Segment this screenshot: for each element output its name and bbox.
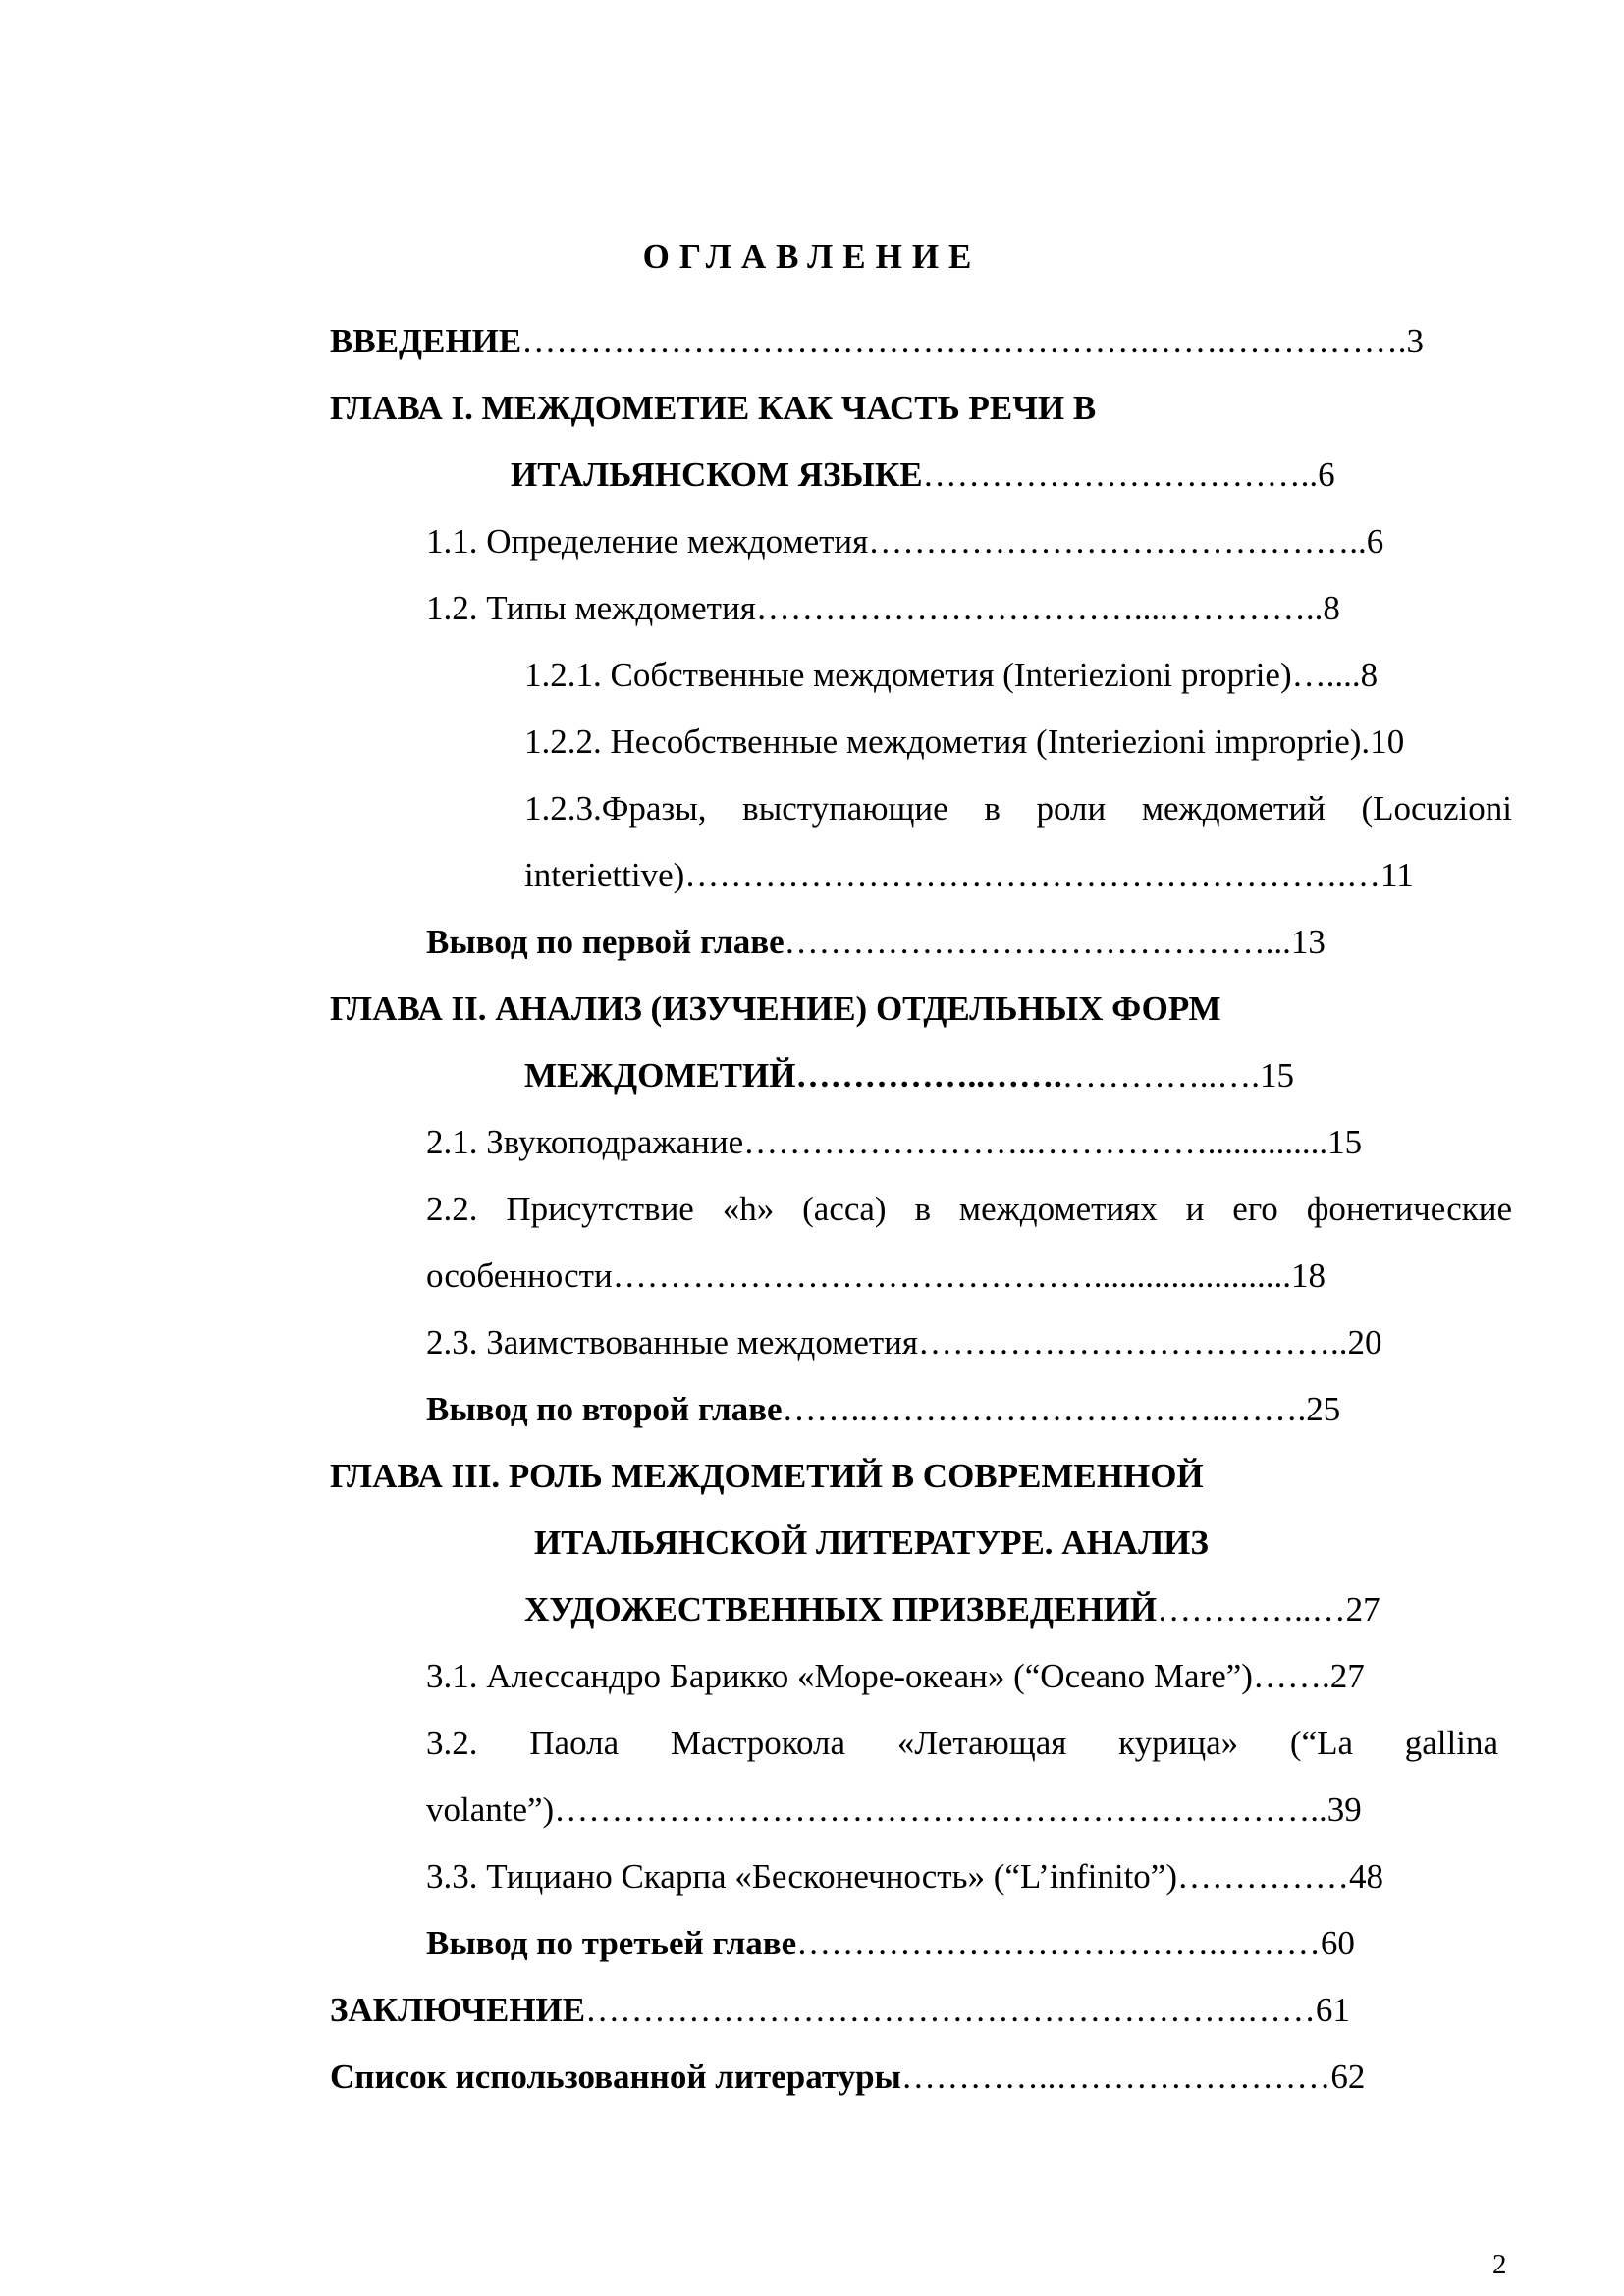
page-number: 2 xyxy=(1492,2249,1507,2280)
toc-page: 6 xyxy=(1318,455,1335,494)
toc-label: 3.3. Тициано Скарпа «Бесконечность» (“L’infinito”) xyxy=(426,1857,1177,1896)
toc-entry-1-2-2[interactable] xyxy=(524,721,1404,764)
toc-entry-chapter-3[interactable] xyxy=(524,1588,1380,1631)
toc-page: 61 xyxy=(1315,1991,1350,2029)
toc-label: ВВЕДЕНИЕ xyxy=(330,322,522,360)
toc-label: 1.2.1. Собственные междометия (Interiezioni proprie) xyxy=(524,656,1292,694)
toc-label: 2.3. Заимствованные междометия xyxy=(426,1323,918,1362)
toc-page: 11 xyxy=(1380,856,1414,894)
toc-title: ОГЛАВЛЕНИЕ xyxy=(642,238,982,276)
toc-label: 2.1. Звукоподражание xyxy=(426,1123,744,1161)
toc-leader: ……………………………....………….. xyxy=(755,589,1324,627)
toc-label: Вывод по второй главе xyxy=(426,1390,783,1428)
toc-leader: ………………………………………………….…… xyxy=(585,1991,1316,2029)
toc-page: 10 xyxy=(1370,722,1405,761)
toc-page: 15 xyxy=(1327,1123,1363,1161)
toc-entry-chapter-2[interactable] xyxy=(524,1054,1294,1097)
toc-page: 20 xyxy=(1347,1323,1382,1362)
toc-entry-intro[interactable] xyxy=(330,320,1424,363)
toc-chapter-3-title-line1[interactable]: ГЛАВА III. РОЛЬ МЕЖДОМЕТИЙ В СОВРЕМЕННОЙ xyxy=(330,1457,1204,1495)
toc-page: 3 xyxy=(1406,322,1425,360)
toc-entry-conclusion-2[interactable] xyxy=(426,1388,1340,1431)
toc-label: ЗАКЛЮЧЕНИЕ xyxy=(330,1991,586,2029)
toc-chapter-2-title-line1[interactable]: ГЛАВА II. АНАЛИЗ (ИЗУЧЕНИЕ) ОТДЕЛЬНЫХ ФОРМ xyxy=(330,989,1221,1028)
toc-leader: ………………………………………………………….. xyxy=(554,1790,1327,1829)
toc-leader: ……………………………….. xyxy=(918,1323,1348,1362)
toc-entry-2-2-line1[interactable]: 2.2. Присутствие «h» (acca) в междометиях и его фонетические xyxy=(426,1190,1512,1228)
toc-page: 6 xyxy=(1366,522,1384,561)
toc-leader: …………… xyxy=(1177,1857,1349,1896)
toc-page: 25 xyxy=(1306,1390,1341,1428)
toc-entry-conclusion[interactable] xyxy=(330,1989,1350,2032)
toc-leader: ….... xyxy=(1291,656,1361,694)
toc-label: МЕЖДОМЕТИЙ xyxy=(524,1056,796,1095)
toc-leader: ………………………………………………….… xyxy=(684,856,1381,894)
toc-page: 62 xyxy=(1330,2057,1366,2096)
toc-entry-3-3[interactable] xyxy=(426,1855,1383,1898)
toc-page: 8 xyxy=(1360,656,1379,694)
toc-entry-1-1[interactable] xyxy=(426,520,1383,563)
toc-entry-chapter-1[interactable] xyxy=(511,454,1335,497)
toc-label: Вывод по третьей главе xyxy=(426,1924,797,1962)
toc-page: 27 xyxy=(1329,1657,1365,1695)
toc-label: 1.1. Определение междометия xyxy=(426,522,869,561)
toc-entry-3-2[interactable] xyxy=(426,1789,1362,1832)
toc-leader: ……………………………………………….…….……………. xyxy=(521,322,1407,360)
toc-label: особенности xyxy=(426,1256,613,1295)
toc-entry-1-2[interactable] xyxy=(426,587,1340,630)
toc-entry-2-1[interactable] xyxy=(426,1121,1362,1164)
toc-entry-1-2-3[interactable] xyxy=(524,854,1414,897)
toc-label: Список использованной литературы xyxy=(330,2057,901,2096)
toc-entry-conclusion-1[interactable] xyxy=(426,921,1326,964)
toc-entry-1-2-1[interactable] xyxy=(524,654,1378,697)
toc-entry-2-2[interactable] xyxy=(426,1255,1326,1298)
toc-leader: ……..…………………………..……. xyxy=(782,1390,1307,1428)
toc-label: ХУДОЖЕСТВЕННЫХ ПРИЗВЕДЕНИЙ xyxy=(524,1590,1158,1629)
toc-leader: ……………………..…………….............. xyxy=(743,1123,1328,1161)
toc-leader: ……………………………………....................... xyxy=(612,1256,1291,1295)
toc-leader: …………………………….. xyxy=(922,455,1319,494)
toc-label: volante”) xyxy=(426,1790,555,1829)
toc-leader: …………..…………………… xyxy=(900,2057,1331,2096)
toc-page: 39 xyxy=(1326,1790,1362,1829)
toc-entry-3-2-line1[interactable]: 3.2. Паола Мастрокола «Летающая курица» (“La gallina xyxy=(426,1724,1498,1762)
toc-page: 8 xyxy=(1323,589,1340,627)
toc-page: 60 xyxy=(1320,1924,1355,1962)
toc-page: 48 xyxy=(1349,1857,1383,1896)
toc-entry-references[interactable] xyxy=(330,2056,1365,2099)
toc-leader: …………..… xyxy=(1157,1590,1346,1629)
toc-leader: ……………..……. xyxy=(795,1056,1062,1095)
toc-entry-1-2-3-line1[interactable]: 1.2.3.Фразы, выступающие в роли междометий (Locuzioni xyxy=(524,789,1512,828)
toc-page: 15 xyxy=(1259,1056,1294,1095)
toc-entry-3-1[interactable] xyxy=(426,1655,1365,1698)
toc-label: Вывод по первой главе xyxy=(426,923,785,961)
toc-entry-2-3[interactable] xyxy=(426,1321,1382,1364)
toc-label: ИТАЛЬЯНСКОМ ЯЗЫКЕ xyxy=(511,455,923,494)
toc-label: interiettive) xyxy=(524,856,685,894)
toc-page: 18 xyxy=(1290,1256,1326,1295)
toc-page: 13 xyxy=(1290,923,1326,961)
toc-label: 1.2. Типы междометия xyxy=(426,589,756,627)
toc-leader: ……. xyxy=(1252,1657,1330,1695)
toc-leader: …………………………………….. xyxy=(868,522,1367,561)
toc-label: 3.1. Алессандро Барикко «Море-океан» (“Oceano Mare”) xyxy=(426,1657,1253,1695)
toc-chapter-3-title-line2[interactable]: ИТАЛЬЯНСКОЙ ЛИТЕРАТУРЕ. АНАЛИЗ xyxy=(534,1523,1209,1562)
toc-leader: ……………………………………... xyxy=(784,923,1291,961)
toc-entry-conclusion-3[interactable] xyxy=(426,1922,1355,1965)
toc-chapter-1-title-line1[interactable]: ГЛАВА I. МЕЖДОМЕТИЕ КАК ЧАСТЬ РЕЧИ В xyxy=(330,389,1097,427)
toc-page: 27 xyxy=(1345,1590,1380,1629)
toc-leader: ……………………………….……… xyxy=(796,1924,1321,1962)
toc-leader: …………..…. xyxy=(1061,1056,1260,1095)
toc-label: 1.2.2. Несобственные междометия (Interiezioni improprie). xyxy=(524,722,1371,761)
